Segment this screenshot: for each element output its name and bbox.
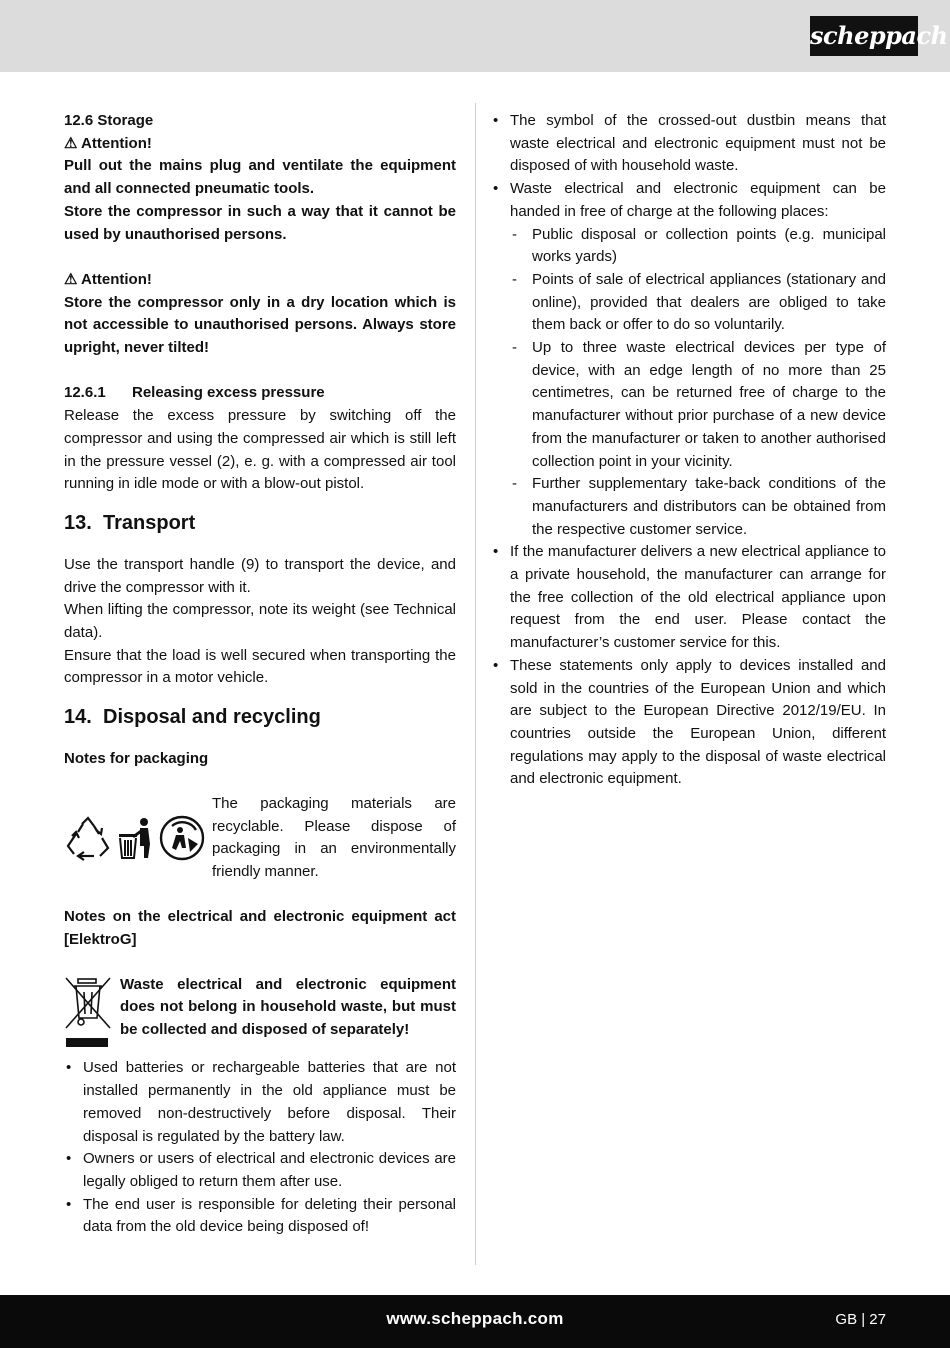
release-number: 12.6.1 — [64, 384, 106, 402]
packaging-icons — [64, 793, 212, 883]
list-item: • These statements only apply to devices installed and sold in the countries of the European Union and which are subject to the European Directive 2012/19/EU. In countries outside the European Union, different regulations may apply to the disposal of waste electrical and electronic equipment. — [491, 655, 886, 791]
recycle-icon — [64, 814, 112, 862]
list-item: • If the manufacturer delivers a new electrical appliance to a private household, the manufacturer can arrange for the free collection of the old electrical appliance upon request from the end user. Please contact the manufacturer’s customer service for this. — [491, 541, 886, 655]
weee-block — [64, 974, 456, 1058]
storage-warning-1: Pull out the mains plug and ventilate the equipment and all connected pneumatic tools. — [64, 157, 456, 198]
storage-warning-3: Store the compressor only in a dry location which is not accessible to unauthorised persons. Always store upright, never tilted! — [64, 293, 456, 357]
disposal-heading — [64, 704, 456, 730]
packaging-block — [64, 793, 456, 884]
transport-text-3: Ensure that the load is well secured when transporting the compressor in a motor vehicle. — [64, 646, 456, 687]
page-header — [0, 0, 950, 72]
disposal-number: 14. — [64, 706, 92, 729]
sub-list-item: - Further supplementary take-back conditions of the manufacturers and distributors can be obtained from the respective customer service. — [491, 473, 886, 541]
storage-heading: 12.6 Storage — [64, 112, 154, 129]
left-column — [64, 110, 456, 1239]
disposal-title: Disposal and recycling — [103, 706, 321, 729]
column-divider — [475, 103, 476, 1265]
list-item: • The symbol of the crossed-out dustbin means that waste electrical and electronic equipment must not be disposed of with household waste. — [491, 110, 886, 178]
release-heading — [64, 382, 456, 405]
elektrog-heading: Notes on the electrical and electronic equipment act [ElektroG] — [64, 908, 456, 949]
sub-list-item: - Up to three waste electrical devices per type of device, with an edge length of no more than 25 centimetres, can be returned free of charge to the manufacturer without prior purchase of a new device from the manufacturer or taken to another authorised collection point in your vicinity. — [491, 337, 886, 473]
right-column — [491, 110, 886, 791]
weee-warning: Waste electrical and electronic equipment does not belong in household waste, but must be collected and disposed of separately! — [120, 975, 456, 1039]
list-item: • The end user is responsible for deleting their personal data from the old device being disposed of! — [64, 1194, 456, 1239]
sub-list-item: - Points of sale of electrical appliances (stationary and online), provided that dealers are obliged to take them back or offer to do so voluntarily. — [491, 269, 886, 337]
storage-warning-2: Store the compressor in such a way that it cannot be used by unauthorised persons. — [64, 202, 456, 243]
sub-list-item: - Public disposal or collection points (e.g. municipal works yards) — [491, 224, 886, 269]
attention-label: ⚠ Attention! — [64, 134, 152, 152]
page-footer — [0, 1295, 950, 1348]
triman-icon — [158, 814, 206, 862]
transport-number: 13. — [64, 511, 92, 534]
transport-text-2: When lifting the compressor, note its weight (see Technical data). — [64, 601, 456, 642]
weee-crossed-bin-icon — [64, 974, 120, 1058]
transport-title: Transport — [103, 511, 196, 534]
release-text: Release the excess pressure by switching off the compressor and using the compressed air which is still left in the pressure vessel (2), e. g. with a compressed air tool running in idle mode or with a blow-out pistol. — [64, 407, 456, 493]
transport-text-1: Use the transport handle (9) to transport the device, and drive the compressor with it. — [64, 555, 456, 596]
release-title: Releasing excess pressure — [132, 384, 325, 402]
list-item: • Waste electrical and electronic equipment can be handed in free of charge at the following places: — [491, 178, 886, 223]
packaging-heading: Notes for packaging — [64, 750, 209, 768]
footer-url[interactable]: www.scheppach.com — [386, 1309, 564, 1328]
scheppach-logo: scheppach — [810, 16, 918, 56]
transport-heading — [64, 510, 456, 536]
packaging-text: The packaging materials are recyclable. Please dispose of packaging in an environmentally friendly manner. — [212, 794, 456, 880]
tidyman-bin-icon — [116, 814, 154, 862]
page-number: GB | 27 — [835, 1311, 886, 1328]
list-item: • Used batteries or rechargeable batteries that are not installed permanently in the old appliance must be removed non-destructively before disposal. Their disposal is regulated by the battery law. — [64, 1057, 456, 1148]
list-item: • Owners or users of electrical and electronic devices are legally obliged to return them after use. — [64, 1148, 456, 1193]
attention-label: ⚠ Attention! — [64, 270, 152, 288]
